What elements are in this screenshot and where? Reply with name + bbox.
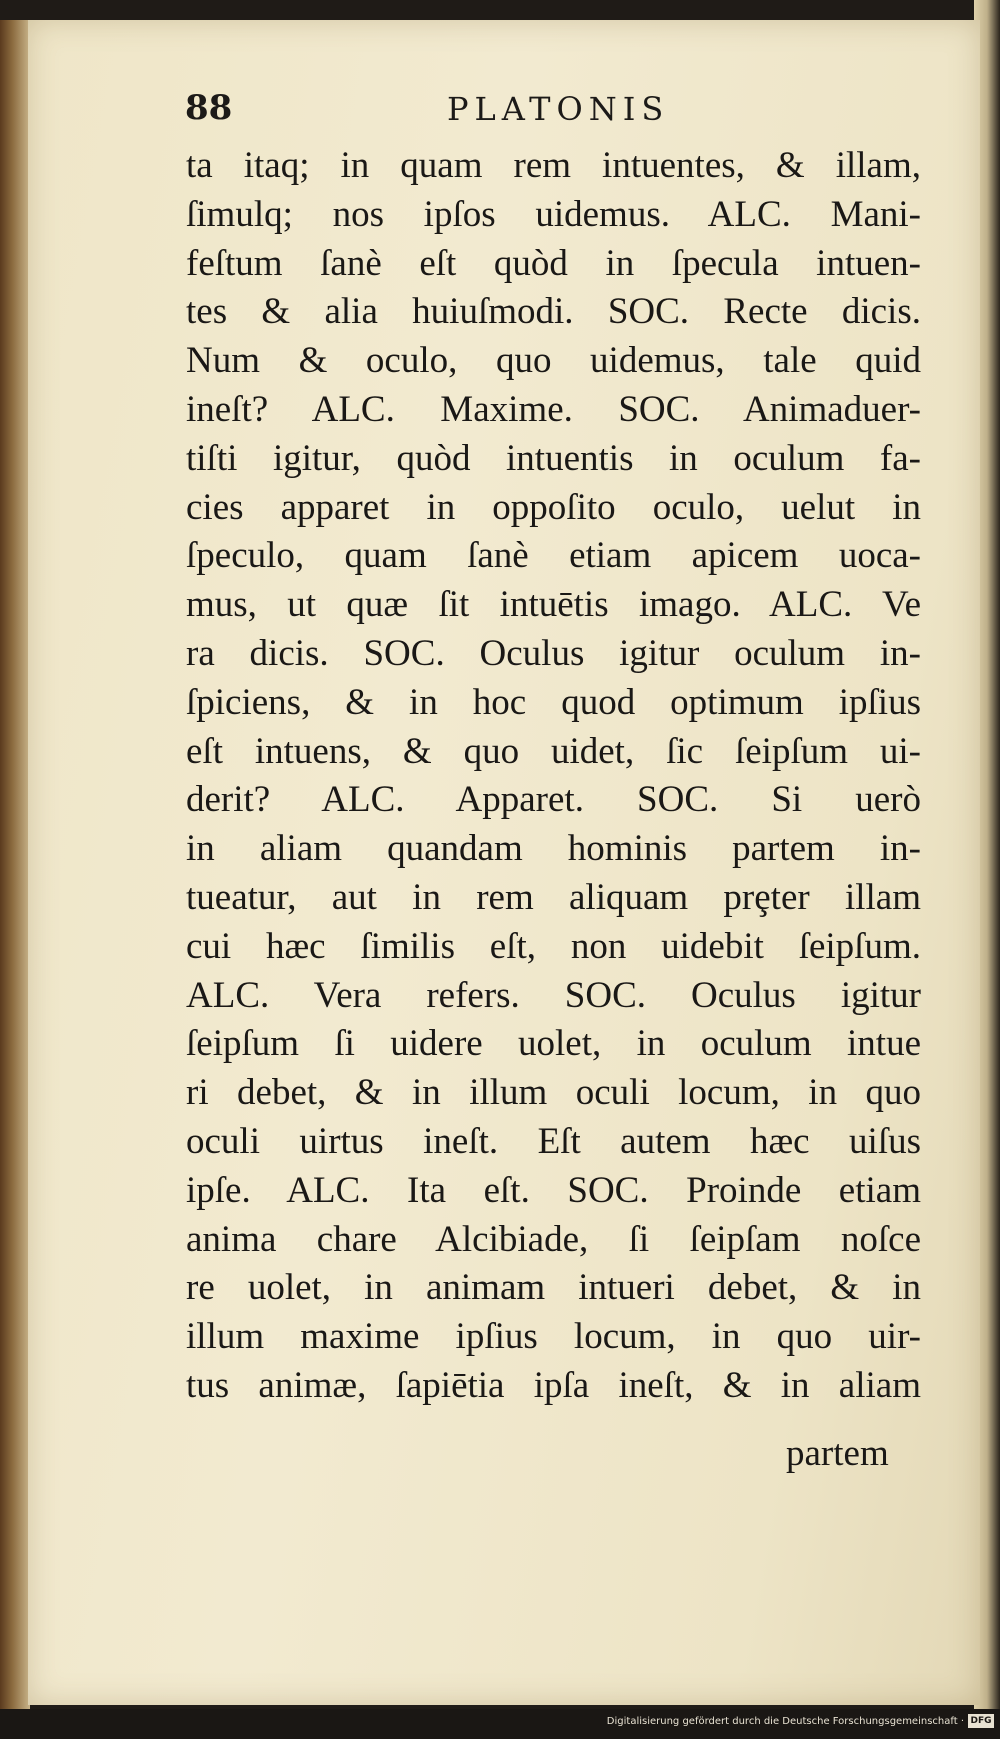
text-line: ineſt? ALC. Maxime. SOC. Animaduer-: [186, 388, 921, 430]
text-line: eſt intuens, & quo uidet, ſic ſeipſum ui-: [186, 730, 921, 772]
text-line: derit? ALC. Apparet. SOC. Si uerò: [186, 779, 921, 821]
text-line: re uolet, in animam intueri debet, & in: [186, 1267, 921, 1309]
text-line: ſpeculo, quam ſanè etiam apicem uoca-: [186, 535, 921, 577]
page-number: 88: [185, 88, 233, 128]
text-line: feſtum ſanè eſt quòd in ſpecula intuen-: [186, 242, 921, 284]
text-line: mus, ut quæ ſit intuētis imago. ALC. Ve: [186, 584, 921, 626]
text-line: tiſti igitur, quòd intuentis in oculum fa-: [186, 437, 921, 479]
text-line: ra dicis. SOC. Oculus igitur oculum in-: [186, 632, 921, 674]
text-line: tueatur, aut in rem aliquam prȩter illam: [186, 876, 921, 918]
book-edge-left: [0, 20, 30, 1720]
text-line: cies apparet in oppoſito oculo, uelut in: [186, 486, 921, 528]
digitization-credit: Digitalisierung gefördert durch die Deutsche Forschungsgemeinschaft ·: [606, 1716, 964, 1727]
text-line: tus animæ, ſapiētia ipſa ineſt, & in aliam: [186, 1364, 921, 1406]
text-line: ſpiciens, & in hoc quod optimum ipſius: [186, 681, 921, 723]
text-line: ſeipſum ſi uidere uolet, in oculum intue: [186, 1023, 921, 1065]
catchword: partem: [786, 1433, 889, 1474]
text-line: illum maxime ipſius locum, in quo uir-: [186, 1316, 921, 1358]
text-line: Num & oculo, quo uidemus, tale quid: [186, 340, 921, 382]
text-line: ſimulq; nos ipſos uidemus. ALC. Mani-: [186, 193, 921, 235]
text-line: ipſe. ALC. Ita eſt. SOC. Proinde etiam: [186, 1169, 921, 1211]
dfg-logo: DFG: [968, 1714, 994, 1728]
text-line: oculi uirtus ineſt. Eſt autem hæc uiſus: [186, 1120, 921, 1162]
text-line: ALC. Vera refers. SOC. Oculus igitur: [186, 974, 921, 1016]
text-line: cui hæc ſimilis eſt, non uidebit ſeipſum.: [186, 925, 921, 967]
text-line: in aliam quandam hominis partem in-: [186, 828, 921, 870]
running-title: PLATONIS: [447, 90, 670, 128]
text-line: ri debet, & in illum oculi locum, in quo: [186, 1072, 921, 1114]
text-line: tes & alia huiuſmodi. SOC. Recte dicis.: [186, 291, 921, 333]
text-line: ta itaq; in quam rem intuentes, & illam,: [186, 145, 921, 186]
page-header: [185, 88, 705, 138]
body-text: [186, 142, 921, 1411]
text-line: anima chare Alcibiade, ſi ſeipſam noſce: [186, 1218, 921, 1260]
